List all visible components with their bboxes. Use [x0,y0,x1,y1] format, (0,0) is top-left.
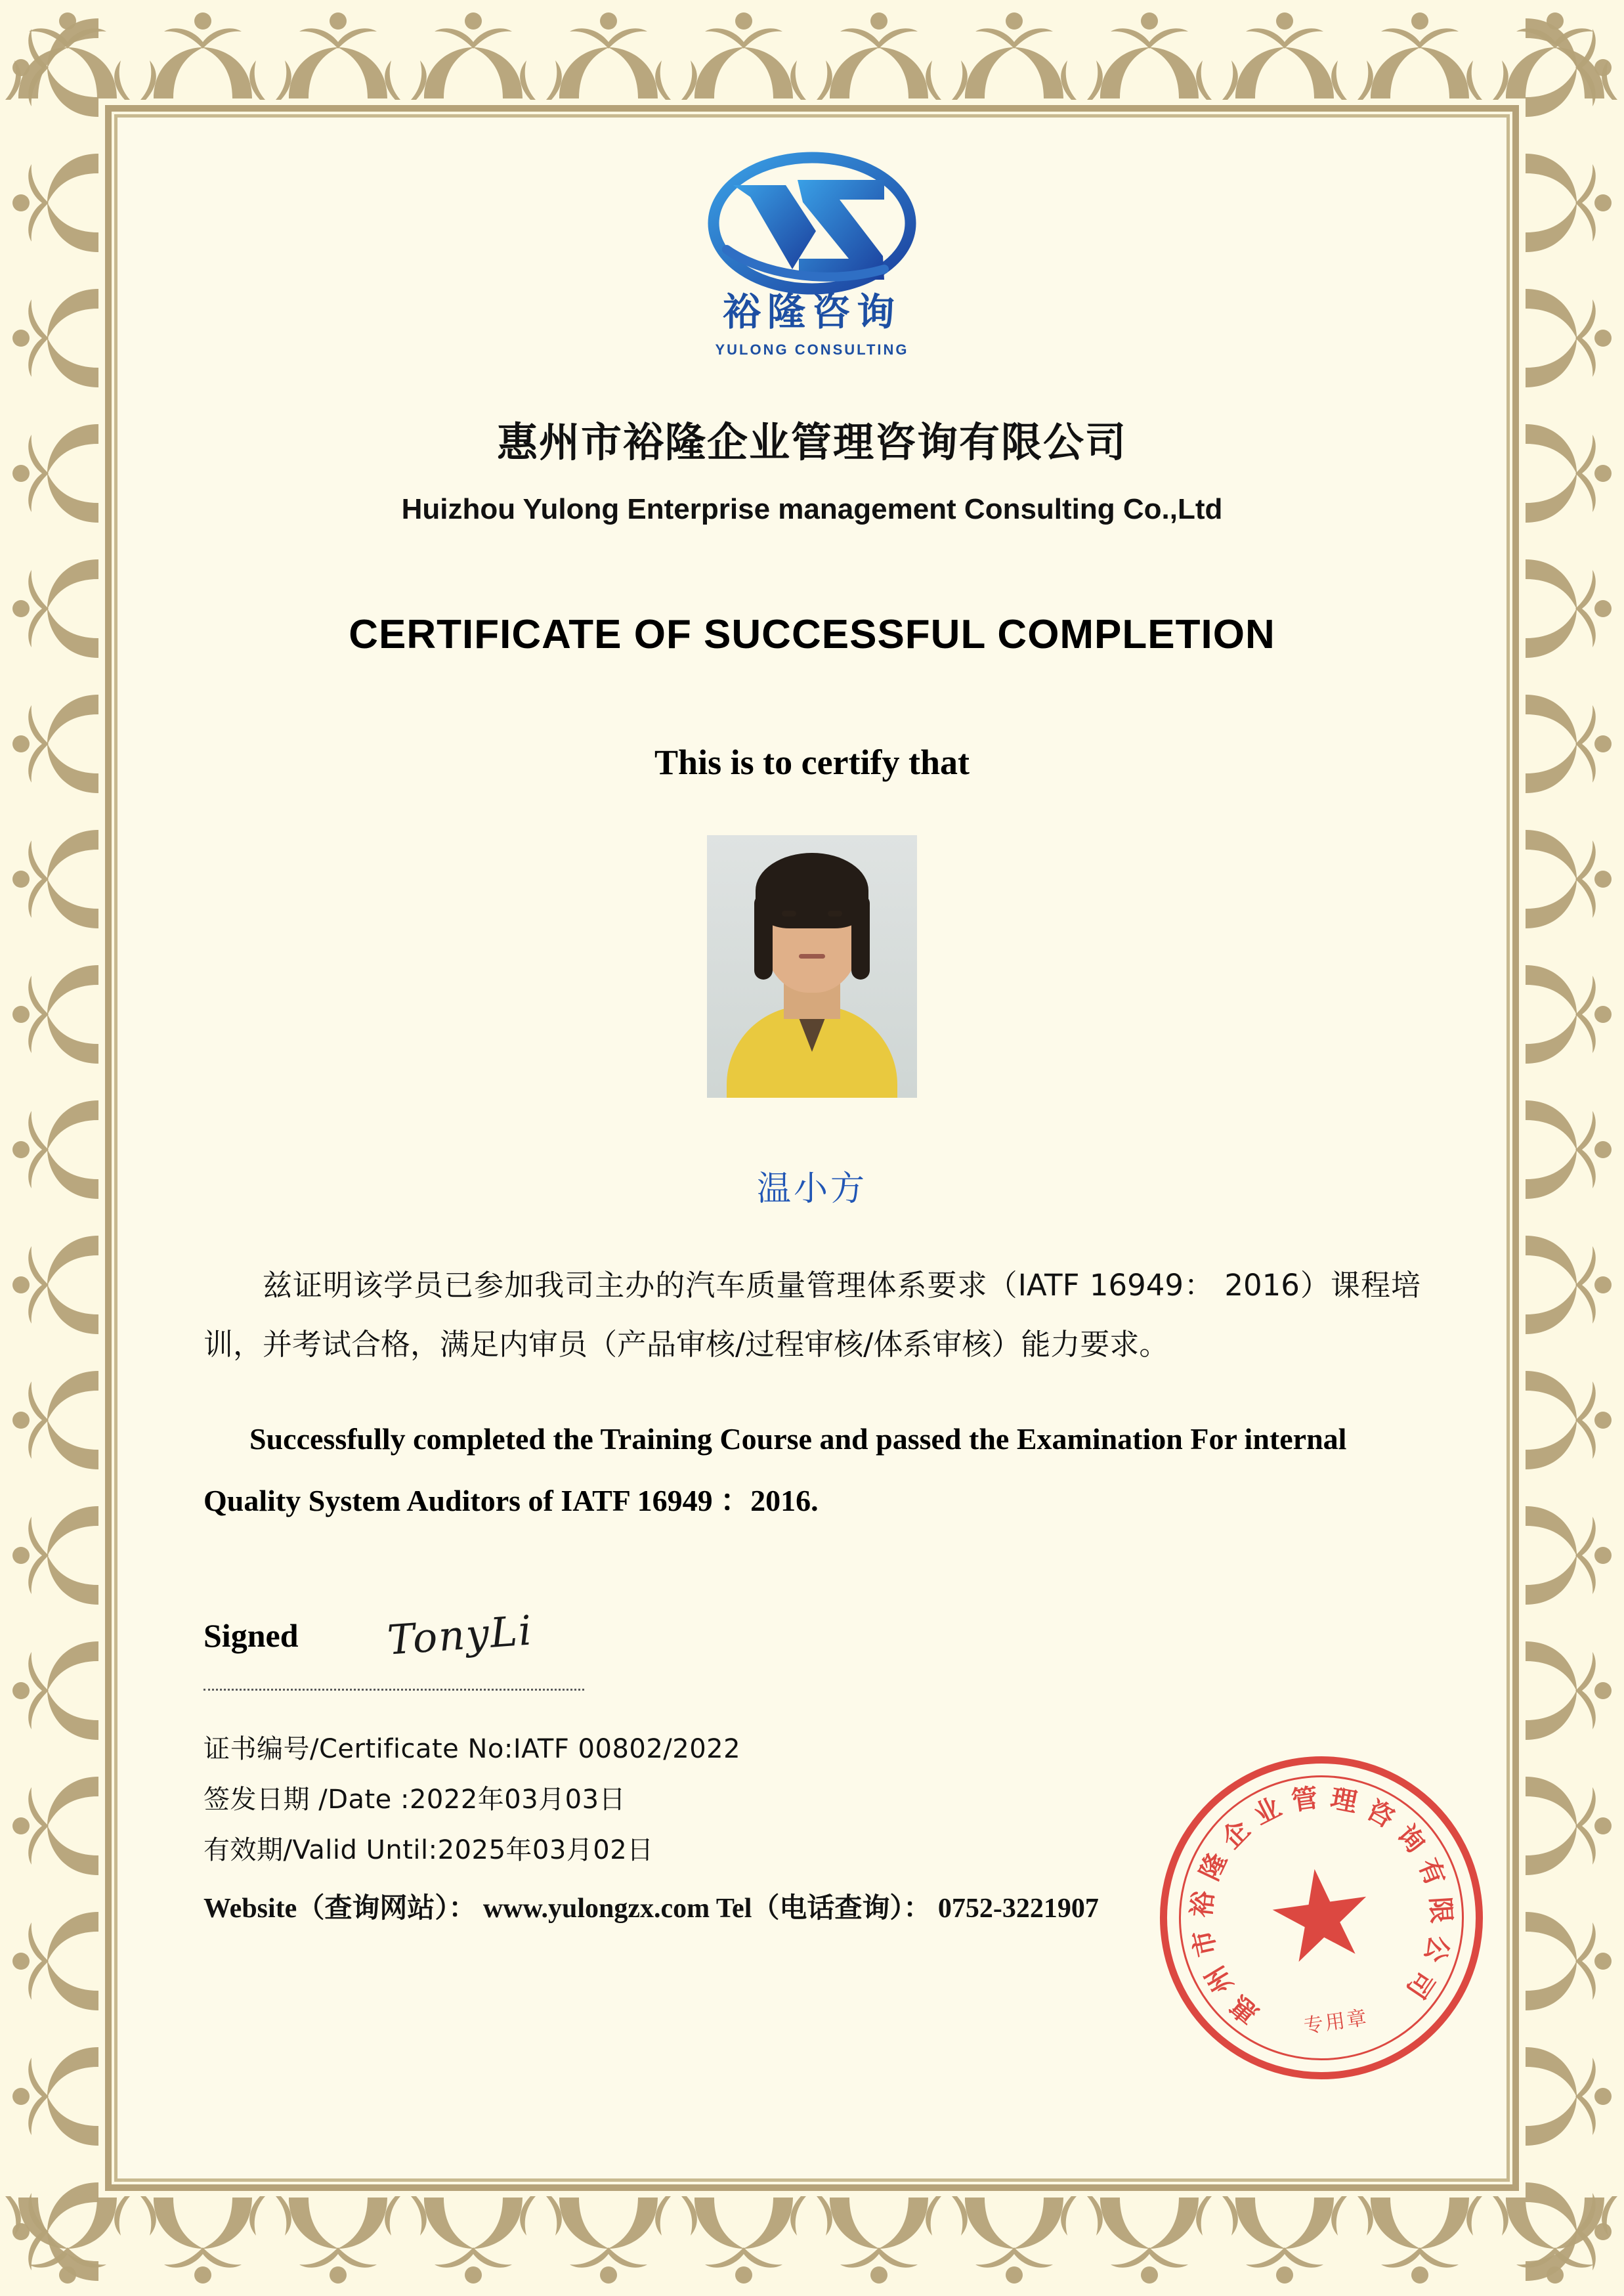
student-photo [203,835,1421,1098]
signature-mark: TonyLi [385,1605,535,1664]
signature-block [203,1605,1421,1716]
logo-text-cn: 裕隆咨询 [722,290,901,334]
company-seal [1139,1735,1504,2100]
student-name: 温小方 [756,1169,867,1209]
body-paragraph-en: Successfully completed the Training Course and passed the Examination For internal Quality System Auditors of IATF 16949 ：2016. [203,1422,1347,1518]
issue-date: 签发日期 /Date :2022年03月03日 [203,1784,626,1815]
logo-text-en: YULONG CONSULTING [715,341,909,358]
company-name-en: Huizhou Yulong Enterprise management Consulting Co.,Ltd [401,493,1223,525]
signature-line [203,1689,584,1691]
seal-bottom-text: 专用章 [1302,2006,1370,2039]
certificate-title: CERTIFICATE OF SUCCESSFUL COMPLETION [349,612,1275,657]
signed-label: Signed [203,1616,299,1654]
valid-until: 有效期/Valid Until:2025年03月02日 [203,1834,654,1865]
body-paragraph-cn: 兹证明该学员已参加我司主办的汽车质量管理体系要求（IATF 16949： 2016）课程培训，并考试合格，满足内审员（产品审核/过程审核/体系审核）能力要求。 [203,1268,1421,1362]
footer-contact: Website（查询网站）： www.yulongzx.com Tel（电话查询）： 0752-3221907 [203,1893,1099,1924]
company-logo [203,151,1421,368]
seal-arc-text: 惠 州 市 裕 隆 企 业 管 理 咨 询 有 限 公 司 [1186,1783,1457,2029]
certify-line: This is to certify that [654,743,970,782]
company-name-cn: 惠州市裕隆企业管理咨询有限公司 [496,418,1127,466]
certificate-number: 证书编号/Certificate No:IATF 00802/2022 [203,1733,741,1764]
